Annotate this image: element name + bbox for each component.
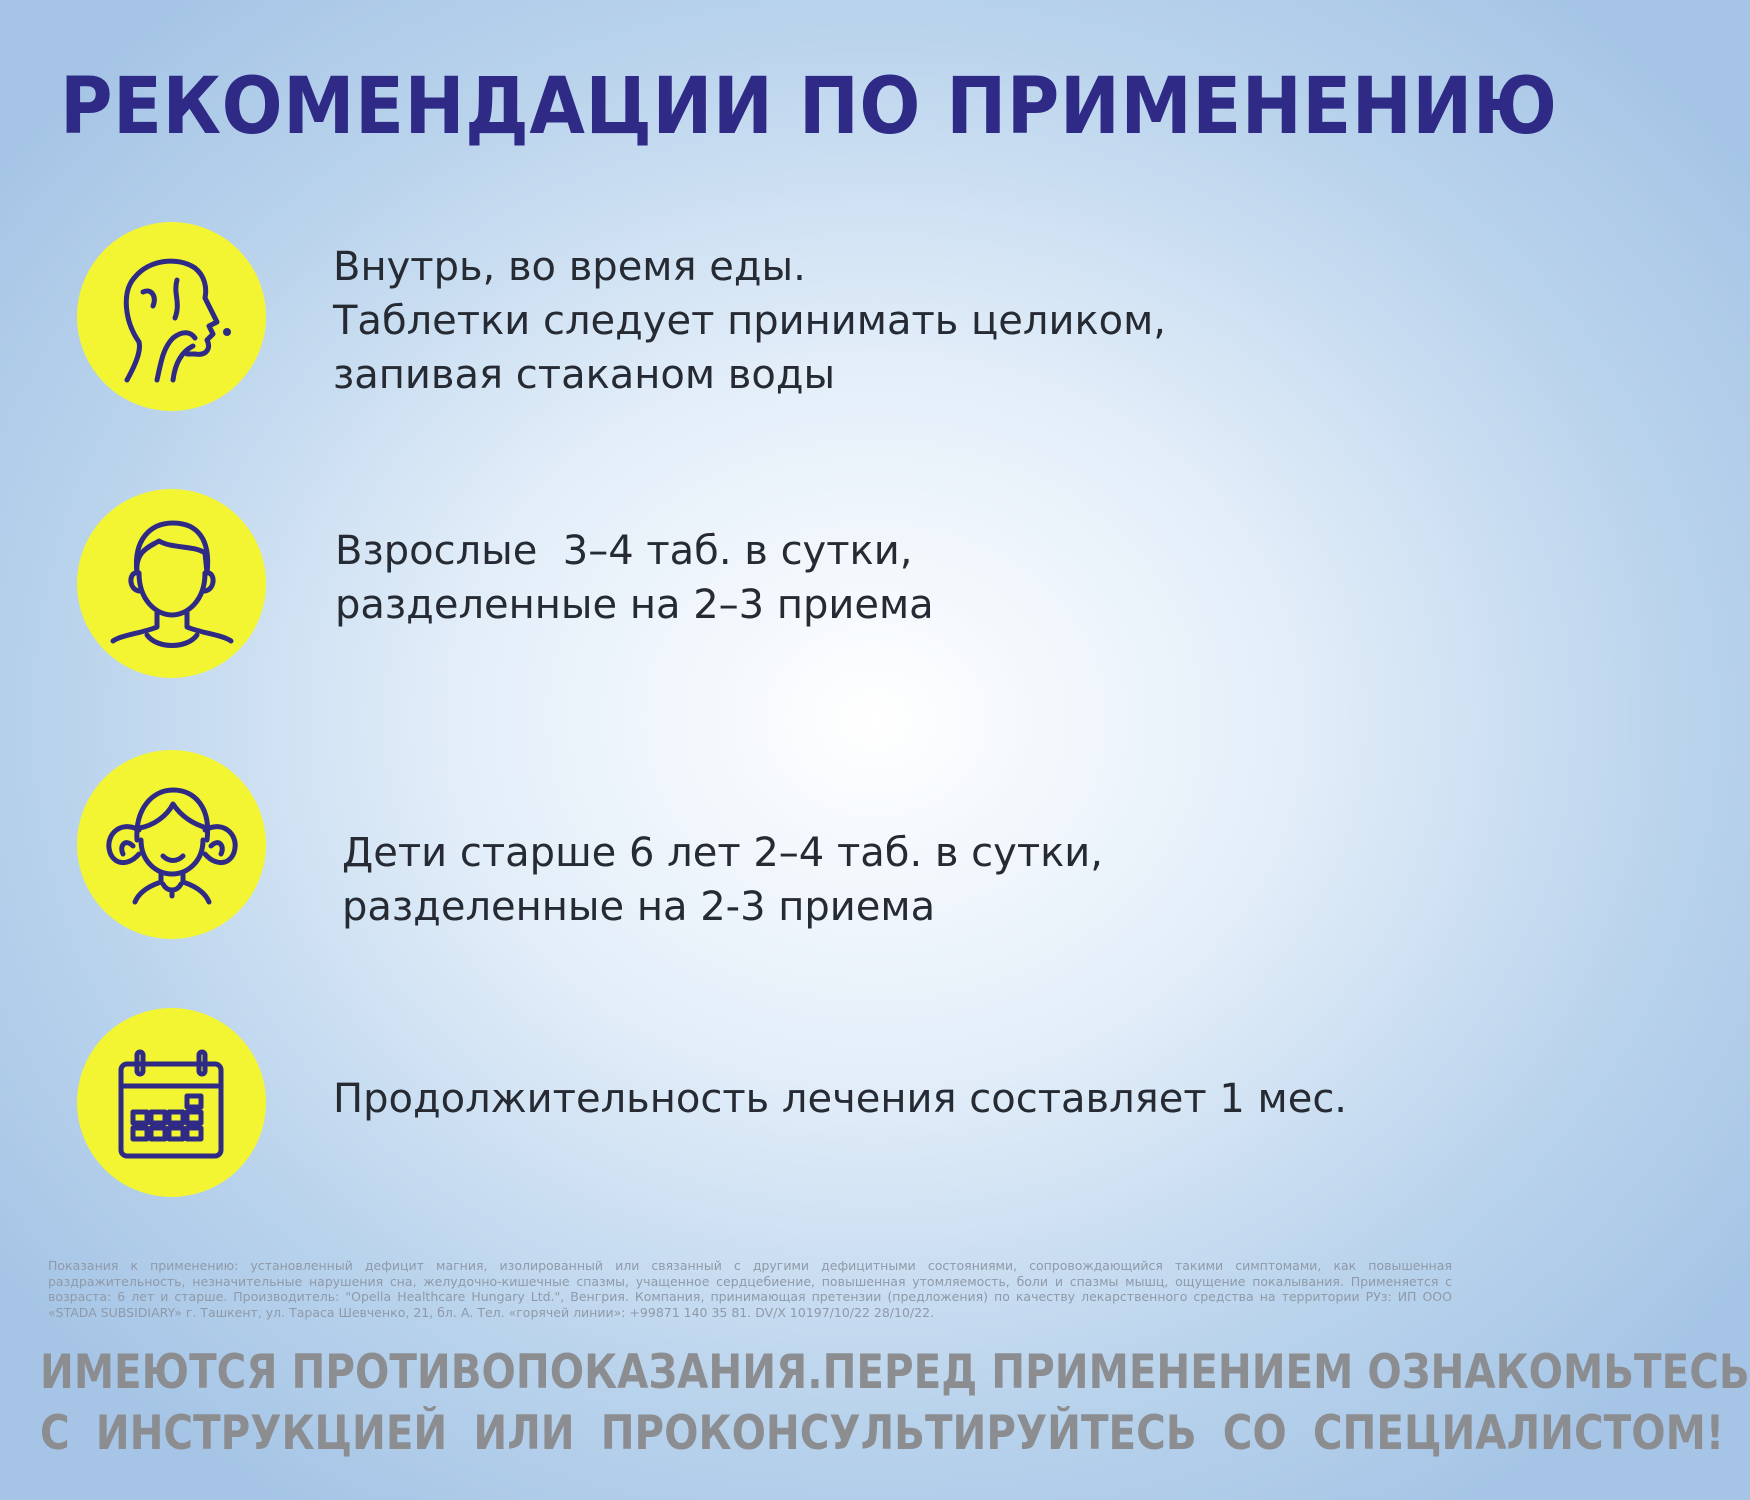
item-text-line: разделенные на 2-3 приема: [342, 884, 936, 930]
adult-person-icon: [77, 489, 266, 678]
item-text-line: Таблетки следует принимать целиком,: [333, 298, 1166, 344]
item-text-line: разделенные на 2–3 приема: [335, 582, 934, 628]
item-text-line: запивая стаканом воды: [333, 352, 836, 398]
item-text-line: Взрослые 3–4 таб. в сутки,: [335, 528, 913, 574]
item-text-line: Внутрь, во время еды.: [333, 244, 806, 290]
child-girl-icon: [77, 750, 266, 939]
head-swallow-icon: [77, 222, 266, 411]
item-text-line: Продолжительность лечения составляет 1 мес.: [333, 1076, 1348, 1122]
item-text-line: Дети старше 6 лет 2–4 таб. в сутки,: [342, 830, 1103, 876]
fine-print-indications: Показания к применению: установленный дефицит магния, изолированный или связанный с другими дефицитными состояниями, сопровождающийся такими симптомами, как повышенная раздражительность, незначительные нарушения сна, желудочно-кишечные спазмы, учащенное сердцебиение, повышенная утомляемость, боли и спазмы мышц, ощущение покалывания. Применяется с возраста: 6 лет и старше. Производитель: "Opella Healthcare Hungary Ltd.", Венгрия. Компания, принимающая претензии (предложения) по качеству лекарственного средства на территории РУз: ИП ООО «STADA SUBSIDIARY» г. Ташкент, ул. Тараса Шевченко, 21, бл. А. Тел. «горячей линии»: +99871 140 35 81. DV/X 10197/10/22 28/10/22.: [48, 1258, 1452, 1320]
calendar-icon: [77, 1008, 266, 1197]
warning-line-1: ИМЕЮТСЯ ПРОТИВОПОКАЗАНИЯ.ПЕРЕД ПРИМЕНЕНИЕМ ОЗНАКОМЬТЕСЬ: [40, 1345, 1750, 1400]
warning-line-2: С ИНСТРУКЦИЕЙ ИЛИ ПРОКОНСУЛЬТИРУЙТЕСЬ СО СПЕЦИАЛИСТОМ!: [40, 1406, 1725, 1461]
page-title: РЕКОМЕНДАЦИИ ПО ПРИМЕНЕНИЮ: [60, 62, 1558, 152]
